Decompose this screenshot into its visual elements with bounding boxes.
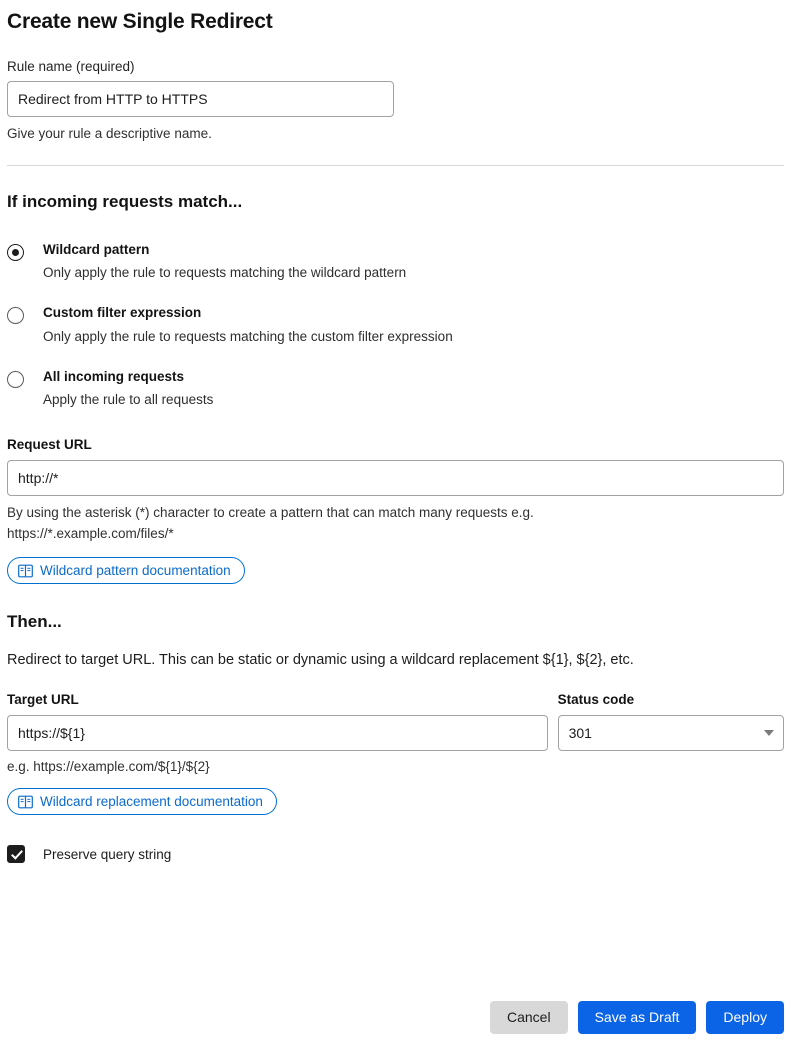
radio-mark-wildcard-pattern[interactable] [7, 244, 24, 261]
wildcard-replacement-documentation-link[interactable] [7, 788, 277, 815]
radio-desc-wildcard-pattern: Only apply the rule to requests matching the wildcard pattern [43, 265, 407, 281]
rule-name-label: Rule name (required) [7, 59, 135, 74]
book-icon [18, 795, 33, 809]
target-url-help: e.g. https://example.com/${1}/${2} [7, 759, 210, 775]
status-code-value: 301 [568, 725, 592, 742]
status-code-select[interactable] [558, 715, 784, 751]
book-icon [18, 564, 33, 578]
radio-desc-all-incoming-requests: Apply the rule to all requests [43, 391, 214, 407]
preserve-query-string-checkbox[interactable] [7, 845, 25, 863]
radio-option-wildcard-pattern[interactable] [7, 242, 784, 280]
target-url-input[interactable] [7, 715, 548, 751]
wildcard-pattern-documentation-label: Wildcard pattern documentation [40, 563, 231, 579]
match-options-group [7, 242, 784, 407]
then-section-description: Redirect to target URL. This can be static or dynamic using a wildcard replacement ${1}, ${2}, etc. [7, 652, 634, 669]
request-url-help-line1: By using the asterisk (*) character to create a pattern that can match many requests e.g. [7, 504, 534, 520]
radio-desc-custom-filter-expression: Only apply the rule to requests matching the custom filter expression [43, 328, 453, 344]
single-redirect-form [0, 10, 791, 1042]
then-section-heading: Then... [7, 612, 62, 632]
form-actions [490, 1001, 784, 1034]
request-url-help-line2: https://*.example.com/files/* [7, 525, 174, 541]
radio-title-all-incoming-requests: All incoming requests [43, 368, 185, 384]
status-code-label: Status code [557, 692, 635, 708]
match-section-heading: If incoming requests match... [7, 192, 243, 212]
rule-name-help: Give your rule a descriptive name. [7, 126, 212, 141]
deploy-button[interactable]: Deploy [706, 1001, 784, 1034]
preserve-query-string-row[interactable] [7, 845, 784, 863]
section-divider [7, 165, 784, 166]
cancel-button[interactable]: Cancel [490, 1001, 568, 1034]
radio-mark-all-incoming-requests[interactable] [7, 371, 24, 388]
save-as-draft-button[interactable]: Save as Draft [578, 1001, 697, 1034]
target-url-field [7, 692, 548, 751]
radio-title-custom-filter-expression: Custom filter expression [43, 305, 202, 321]
radio-title-wildcard-pattern: Wildcard pattern [43, 242, 150, 258]
radio-option-all-incoming-requests[interactable] [7, 369, 784, 407]
request-url-input[interactable] [7, 460, 784, 496]
radio-mark-custom-filter-expression[interactable] [7, 307, 24, 324]
page-title: Create new Single Redirect [7, 10, 273, 33]
status-code-field [558, 692, 784, 751]
wildcard-replacement-documentation-label: Wildcard replacement documentation [40, 794, 263, 810]
radio-option-custom-filter-expression[interactable] [7, 305, 784, 343]
preserve-query-string-label: Preserve query string [43, 846, 172, 862]
target-and-status-row [7, 692, 784, 751]
target-url-label: Target URL [7, 692, 79, 708]
wildcard-pattern-documentation-link[interactable] [7, 557, 245, 584]
rule-name-input[interactable] [7, 81, 394, 117]
request-url-label: Request URL [7, 436, 92, 452]
